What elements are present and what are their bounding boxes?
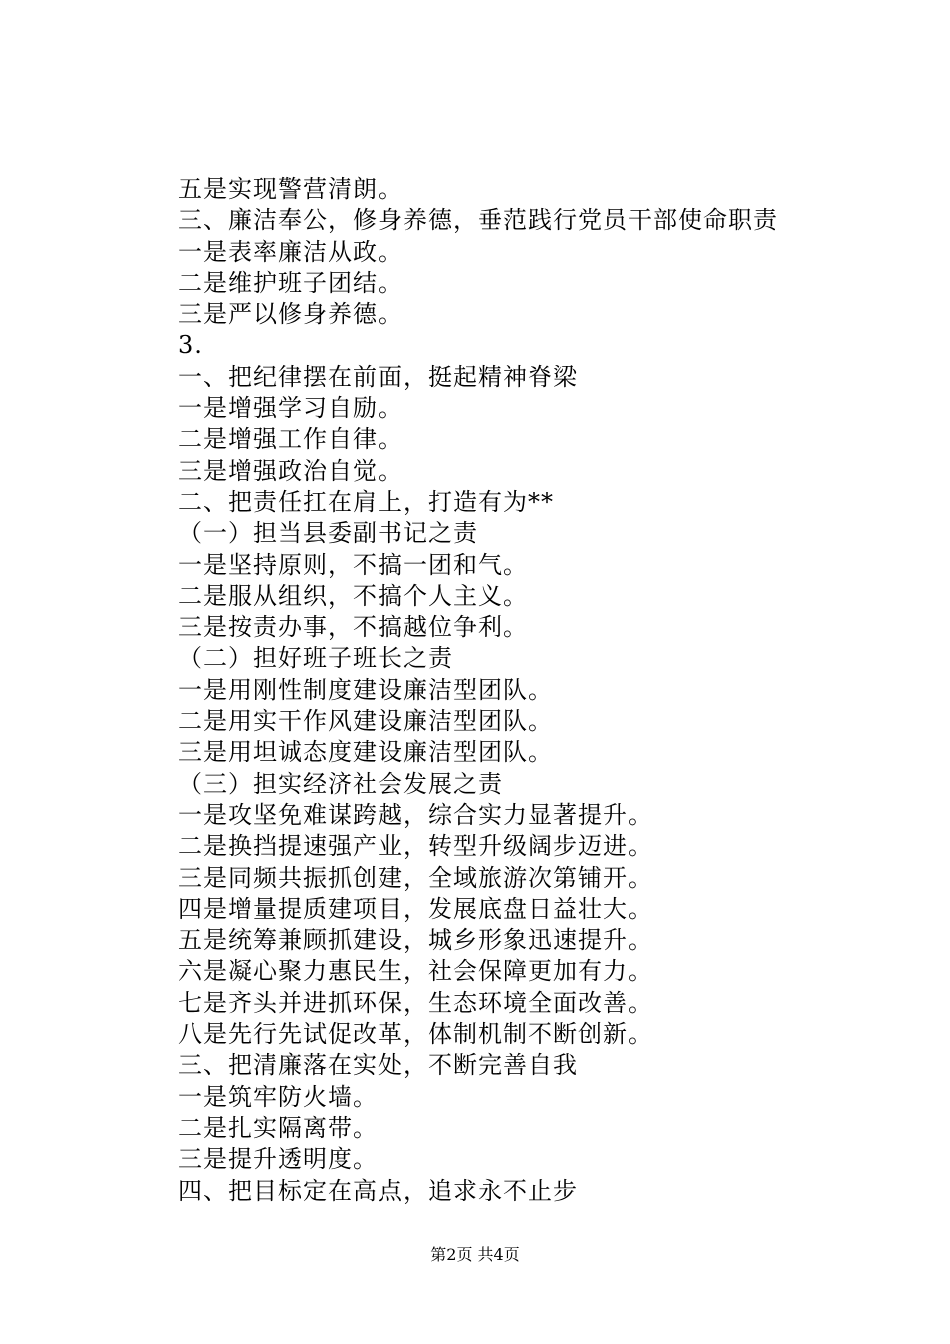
subsection-heading: （二）担好班子班长之责 — [178, 644, 453, 673]
text-line: 七是齐头并进抓环保，生态环境全面改善。 — [178, 988, 653, 1017]
text-line: 三是增强政治自觉。 — [178, 456, 403, 485]
text-line: 一是筑牢防火墙。 — [178, 1082, 378, 1111]
text-line: 一是表率廉洁从政。 — [178, 237, 403, 266]
text-line: 一是攻坚免难谋跨越，综合实力显著提升。 — [178, 800, 653, 829]
subsection-heading: （三）担实经济社会发展之责 — [178, 769, 503, 798]
section-heading: 四、把目标定在高点，追求永不止步 — [178, 1176, 578, 1205]
text-line: 一是增强学习自励。 — [178, 394, 403, 423]
text-line: 六是凝心聚力惠民生，社会保障更加有力。 — [178, 957, 653, 986]
section-heading: 三、把清廉落在实处，不断完善自我 — [178, 1051, 578, 1080]
text-line: 三是严以修身养德。 — [178, 300, 403, 329]
text-line: 一是坚持原则，不搞一团和气。 — [178, 550, 528, 579]
item-number: 3. — [178, 331, 203, 360]
text-line: 三是用坦诚态度建设廉洁型团队。 — [178, 738, 553, 767]
text-line: 二是服从组织，不搞个人主义。 — [178, 581, 528, 610]
text-line: 四是增量提质建项目，发展底盘日益壮大。 — [178, 894, 653, 923]
text-line: 五是统筹兼顾抓建设，城乡形象迅速提升。 — [178, 926, 653, 955]
section-heading: 二、把责任扛在肩上，打造有为** — [178, 487, 554, 516]
document-body — [178, 174, 878, 1207]
text-line: 三是提升透明度。 — [178, 1145, 378, 1174]
section-heading: 三、廉洁奉公，修身养德，垂范践行党员干部使命职责 — [178, 206, 778, 235]
text-line: 一是用刚性制度建设廉洁型团队。 — [178, 675, 553, 704]
text-line: 五是实现警营清朗。 — [178, 175, 403, 203]
page-footer: 第2页 共4页 — [430, 1245, 520, 1264]
text-line: 二是扎实隔离带。 — [178, 1113, 378, 1142]
section-heading: 一、把纪律摆在前面，挺起精神脊梁 — [178, 362, 578, 391]
text-line: 二是换挡提速强产业，转型升级阔步迈进。 — [178, 832, 653, 861]
text-line: 二是用实干作风建设廉洁型团队。 — [178, 707, 553, 736]
subsection-heading: （一）担当县委副书记之责 — [178, 519, 478, 548]
text-line: 三是按责办事，不搞越位争利。 — [178, 613, 528, 642]
text-line: 二是增强工作自律。 — [178, 425, 403, 454]
text-line: 二是维护班子团结。 — [178, 268, 403, 297]
text-line: 八是先行先试促改革，体制机制不断创新。 — [178, 1020, 653, 1049]
text-line: 三是同频共振抓创建，全域旅游次第铺开。 — [178, 863, 653, 892]
